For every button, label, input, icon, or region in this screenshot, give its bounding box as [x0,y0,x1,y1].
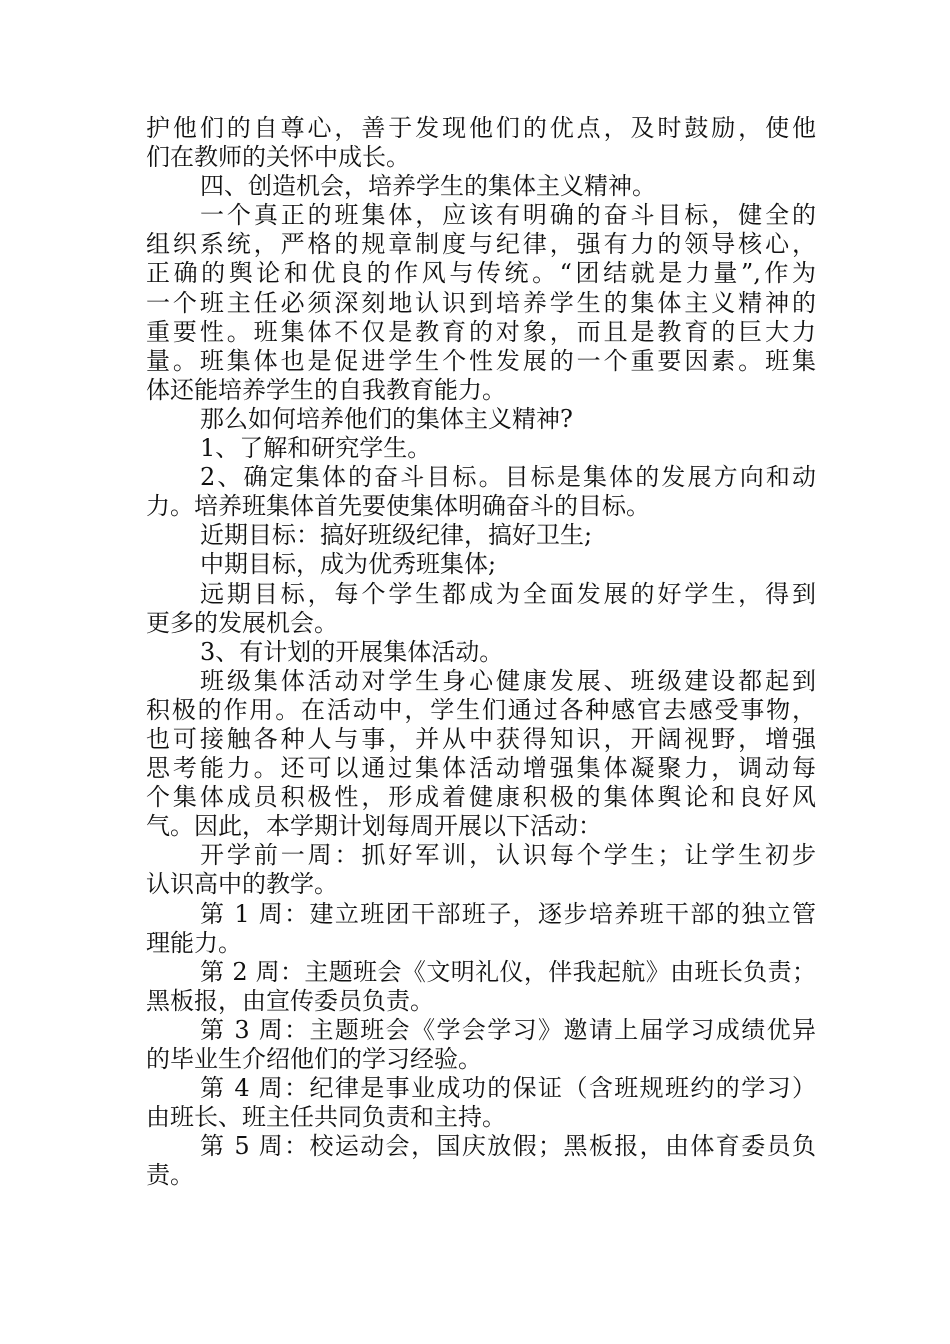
text-line: 近期目标：搞好班级纪律，搞好卫生; [200,521,593,550]
document-body [146,114,816,1190]
text-line: 第 2 周：主题班会《文明礼仪，伴我起航》由班长负责； [200,957,816,986]
text-line: 中期目标，成为优秀班集体; [200,550,497,579]
text-line: 的毕业生介绍他们的学习经验。 [146,1045,482,1073]
text-line: 力。培养班集体首先要使集体明确奋斗的目标。 [146,492,650,521]
text-line: 第 3 周：主题班会《学会学习》邀请上届学习成绩优异 [200,1015,816,1044]
text-line: 理能力。 [146,928,242,957]
text-line: 体还能培养学生的自我教育能力。 [146,375,506,404]
list-item: 2、确定集体的奋斗目标。目标是集体的发展方向和动 [200,463,816,492]
text-line: 一个班主任必须深刻地认识到培养学生的集体主义精神的 [146,288,816,317]
text-line: 第 1 周：建立班团干部班子，逐步培养班干部的独立管 [200,899,816,928]
text-line: 黑板报，由宣传委员负责。 [146,986,434,1015]
text-line: 组织系统，严格的规章制度与纪律，强有力的领导核心， [146,230,816,259]
text-line: 正确的舆论和优良的作风与传统。“团结就是力量”,作为 [146,259,816,288]
text-line: 开学前一周：抓好军训，认识每个学生；让学生初步 [200,841,816,870]
text-line: 班级集体活动对学生身心健康发展、班级建设都起到 [200,666,816,695]
list-item: 3、有计划的开展集体活动。 [200,637,504,666]
text-line: 由班长、班主任共同负责和主持。 [146,1103,506,1132]
list-item: 1、了解和研究学生。 [200,434,432,463]
text-line: 远期目标，每个学生都成为全面发展的好学生，得到 [200,579,816,608]
text-line: 更多的发展机会。 [146,608,338,637]
text-line: 们在教师的关怀中成长。 [146,143,410,172]
text-line: 一个真正的班集体，应该有明确的奋斗目标，健全的 [200,201,816,230]
text-line: 思考能力。还可以通过集体活动增强集体凝聚力，调动每 [146,754,816,783]
text-line: 护他们的自尊心，善于发现他们的优点，及时鼓励，使他 [146,114,816,142]
text-line: 也可接触各种人与事，并从中获得知识，开阔视野，增强 [146,724,816,753]
text-line: 气。因此，本学期计划每周开展以下活动： [146,812,602,841]
text-line: 重要性。班集体不仅是教育的对象，而且是教育的巨大力 [146,317,816,346]
text-line: 第 5 周：校运动会，国庆放假；黑板报，由体育委员负 [200,1132,816,1161]
text-line: 积极的作用。在活动中，学生们通过各种感官去感受事物， [146,695,816,724]
text-line: 量。班集体也是促进学生个性发展的一个重要因素。班集 [146,346,816,375]
section-heading: 四、创造机会，培养学生的集体主义精神。 [200,172,656,201]
text-line: 认识高中的教学。 [146,870,338,899]
text-line: 那么如何培养他们的集体主义精神? [200,404,573,433]
text-line: 第 4 周：纪律是事业成功的保证（含班规班约的学习） [200,1074,816,1103]
text-line: 个集体成员积极性，形成着健康积极的集体舆论和良好风 [146,783,816,812]
text-line: 责。 [146,1161,194,1190]
